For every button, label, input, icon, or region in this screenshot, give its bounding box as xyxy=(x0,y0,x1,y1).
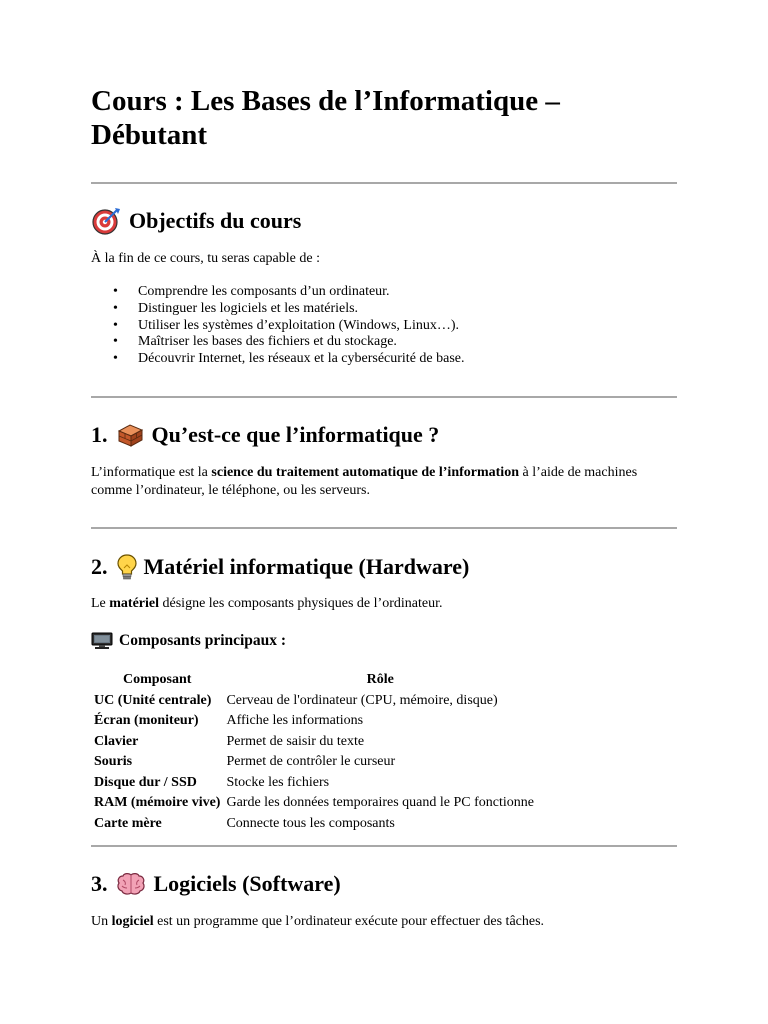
components-table xyxy=(91,670,537,834)
section1-heading-text: Qu’est-ce que l’informatique ? xyxy=(151,422,440,447)
section3-paragraph xyxy=(91,913,677,931)
divider xyxy=(91,527,677,529)
table-cell: UC (Unité centrale) xyxy=(94,692,212,708)
table-cell: Connecte tous les composants xyxy=(226,815,395,831)
text: désigne les composants physiques de l’ordinateur. xyxy=(159,596,443,611)
section2-number: 2. xyxy=(91,554,108,579)
text: L’informatique est la xyxy=(91,465,212,480)
table-cell: Cerveau de l'ordinateur (CPU, mémoire, disque) xyxy=(226,692,498,708)
list-item: • Utiliser les systèmes d’exploitation (Windows, Linux…). xyxy=(91,318,465,335)
text: Le xyxy=(91,596,110,611)
table-cell: Stocke les fichiers xyxy=(226,774,330,790)
text: Un xyxy=(91,914,112,929)
list-item: • Découvrir Internet, les réseaux et la cybersécurité de base. xyxy=(91,351,465,368)
table-row xyxy=(91,691,537,712)
table-cell: Affiche les informations xyxy=(226,713,364,729)
table-row xyxy=(91,752,537,773)
bold-text: science du traitement automatique de l’information xyxy=(211,465,519,480)
monitor-icon xyxy=(91,632,113,650)
section2-paragraph xyxy=(91,595,677,613)
table-header: Composant xyxy=(123,672,192,688)
table-row xyxy=(91,711,537,732)
brick-icon xyxy=(116,422,144,448)
section1-number: 1. xyxy=(91,422,108,447)
table-cell: Permet de saisir du texte xyxy=(226,733,365,749)
objectives-heading xyxy=(91,207,301,235)
table-cell: Écran (moniteur) xyxy=(94,713,199,729)
list-item: • Maîtriser les bases des fichiers et du stockage. xyxy=(91,334,465,351)
section3-heading xyxy=(91,871,341,897)
table-cell: Clavier xyxy=(94,733,139,749)
page-title: Cours : Les Bases de l’Informatique – Débutant xyxy=(91,85,560,151)
components-subheading xyxy=(91,631,286,651)
brain-icon xyxy=(116,872,146,896)
section2-heading xyxy=(91,553,469,581)
section3-heading-text: Logiciels (Software) xyxy=(153,871,341,896)
table-header-row xyxy=(91,670,537,691)
target-icon xyxy=(91,207,121,235)
table-row xyxy=(91,793,537,814)
section1-paragraph xyxy=(91,464,677,500)
objectives-list xyxy=(91,284,465,368)
divider xyxy=(91,845,677,847)
table-row xyxy=(91,732,537,753)
table-cell: Permet de contrôler le curseur xyxy=(226,754,396,770)
table-row xyxy=(91,773,537,794)
lightbulb-icon xyxy=(116,553,138,581)
table-cell: RAM (mémoire vive) xyxy=(94,795,221,811)
divider xyxy=(91,396,677,398)
list-item: • Comprendre les composants d’un ordinateur. xyxy=(91,284,465,301)
objectives-intro: À la fin de ce cours, tu seras capable de : xyxy=(91,251,320,266)
table-cell: Carte mère xyxy=(94,815,162,831)
table-header: Rôle xyxy=(366,672,394,688)
list-item: • Distinguer les logiciels et les matériels. xyxy=(91,301,465,318)
divider xyxy=(91,182,677,184)
section3-number: 3. xyxy=(91,871,108,896)
section2-heading-text: Matériel informatique (Hardware) xyxy=(143,554,470,579)
table-row xyxy=(91,814,537,835)
bold-text: matériel xyxy=(109,596,160,611)
table-cell: Garde les données temporaires quand le PC fonctionne xyxy=(226,795,534,811)
table-cell: Disque dur / SSD xyxy=(94,774,197,790)
components-subheading-text: Composants principaux : xyxy=(119,632,287,649)
text: à l’aide de machines comme l’ordinateur, le téléphone, ou les serveurs. xyxy=(91,465,638,498)
section1-heading xyxy=(91,422,439,448)
text: est un programme que l’ordinateur exécute pour effectuer des tâches. xyxy=(153,914,545,929)
objectives-heading-text: Objectifs du cours xyxy=(129,208,302,233)
bold-text: logiciel xyxy=(111,914,154,929)
table-cell: Souris xyxy=(94,754,133,770)
